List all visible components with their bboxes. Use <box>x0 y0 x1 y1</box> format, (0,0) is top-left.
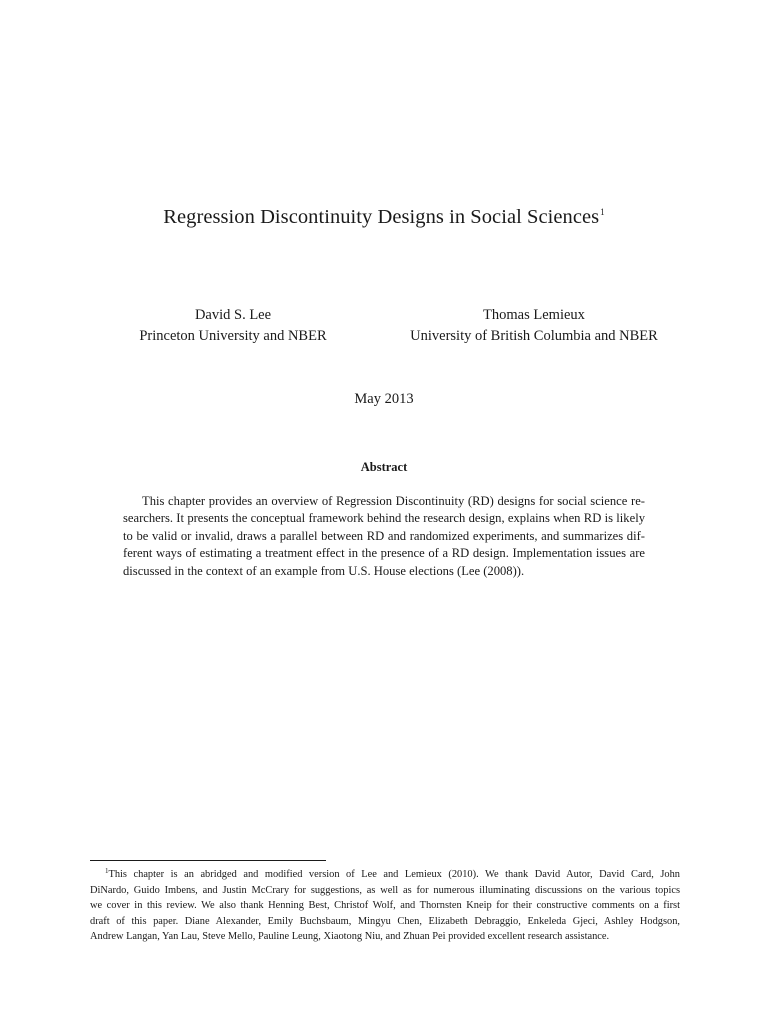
author-name: Thomas Lemieux <box>483 307 585 323</box>
footnote-divider <box>90 860 326 861</box>
abstract-body <box>123 493 645 580</box>
author-name: David S. Lee <box>194 307 272 323</box>
abstract-line: to be valid or invalid, draws a parallel between RD and randomized experiments, and summarizes dif- <box>123 528 645 543</box>
author-block-1 <box>110 305 356 347</box>
footnote-mark: 1 <box>105 867 109 875</box>
abstract-line: This chapter provides an overview of Regression Discontinuity (RD) designs for social science re- <box>142 494 645 508</box>
footnote-line: we cover in this review. We also thank Henning Best, Christof Wolf, and Thornsten Kneip for their constructive comments on a first <box>90 900 680 912</box>
footnote-line <box>90 864 680 883</box>
author-block-2 <box>398 305 670 347</box>
footnote-line: draft of this paper. Diane Alexander, Emily Buchsbaum, Mingyu Chen, Elizabeth Debraggio, Enkeleda Gjeci, Ashley Hodgson, <box>90 915 680 927</box>
paper-title-text: Regression Discontinuity Designs in Social Sciences <box>163 206 600 228</box>
abstract-line: searchers. It presents the conceptual framework behind the research design, explains when RD is likely <box>123 511 645 526</box>
title-footnote-mark[interactable]: 1 <box>600 207 605 217</box>
author-affiliation: Princeton University and NBER <box>139 328 327 344</box>
abstract-line: discussed in the context of an example from U.S. House elections (Lee (2008)). <box>123 563 525 578</box>
footnote-line: DiNardo, Guido Imbens, and Justin McCrary for suggestions, as well as for numerous illuminating discussions on the various topics <box>90 884 680 896</box>
paper-title <box>0 198 768 231</box>
footnote-line-text: This chapter is an abridged and modified version of Lee and Lemieux (2010). We thank David Autor, David Card, John <box>108 869 680 880</box>
abstract-line: ferent ways of estimating a treatment effect in the presence of a RD design. Implementation issues are <box>123 546 645 561</box>
abstract-heading: Abstract <box>360 460 408 474</box>
publication-date: May 2013 <box>354 391 414 407</box>
footnote <box>90 864 680 945</box>
author-affiliation: University of British Columbia and NBER <box>410 328 658 344</box>
footnote-line: Andrew Langan, Yan Lau, Steve Mello, Pauline Leung, Xiaotong Niu, and Zhuan Pei provided excellent research assistance. <box>90 931 610 943</box>
